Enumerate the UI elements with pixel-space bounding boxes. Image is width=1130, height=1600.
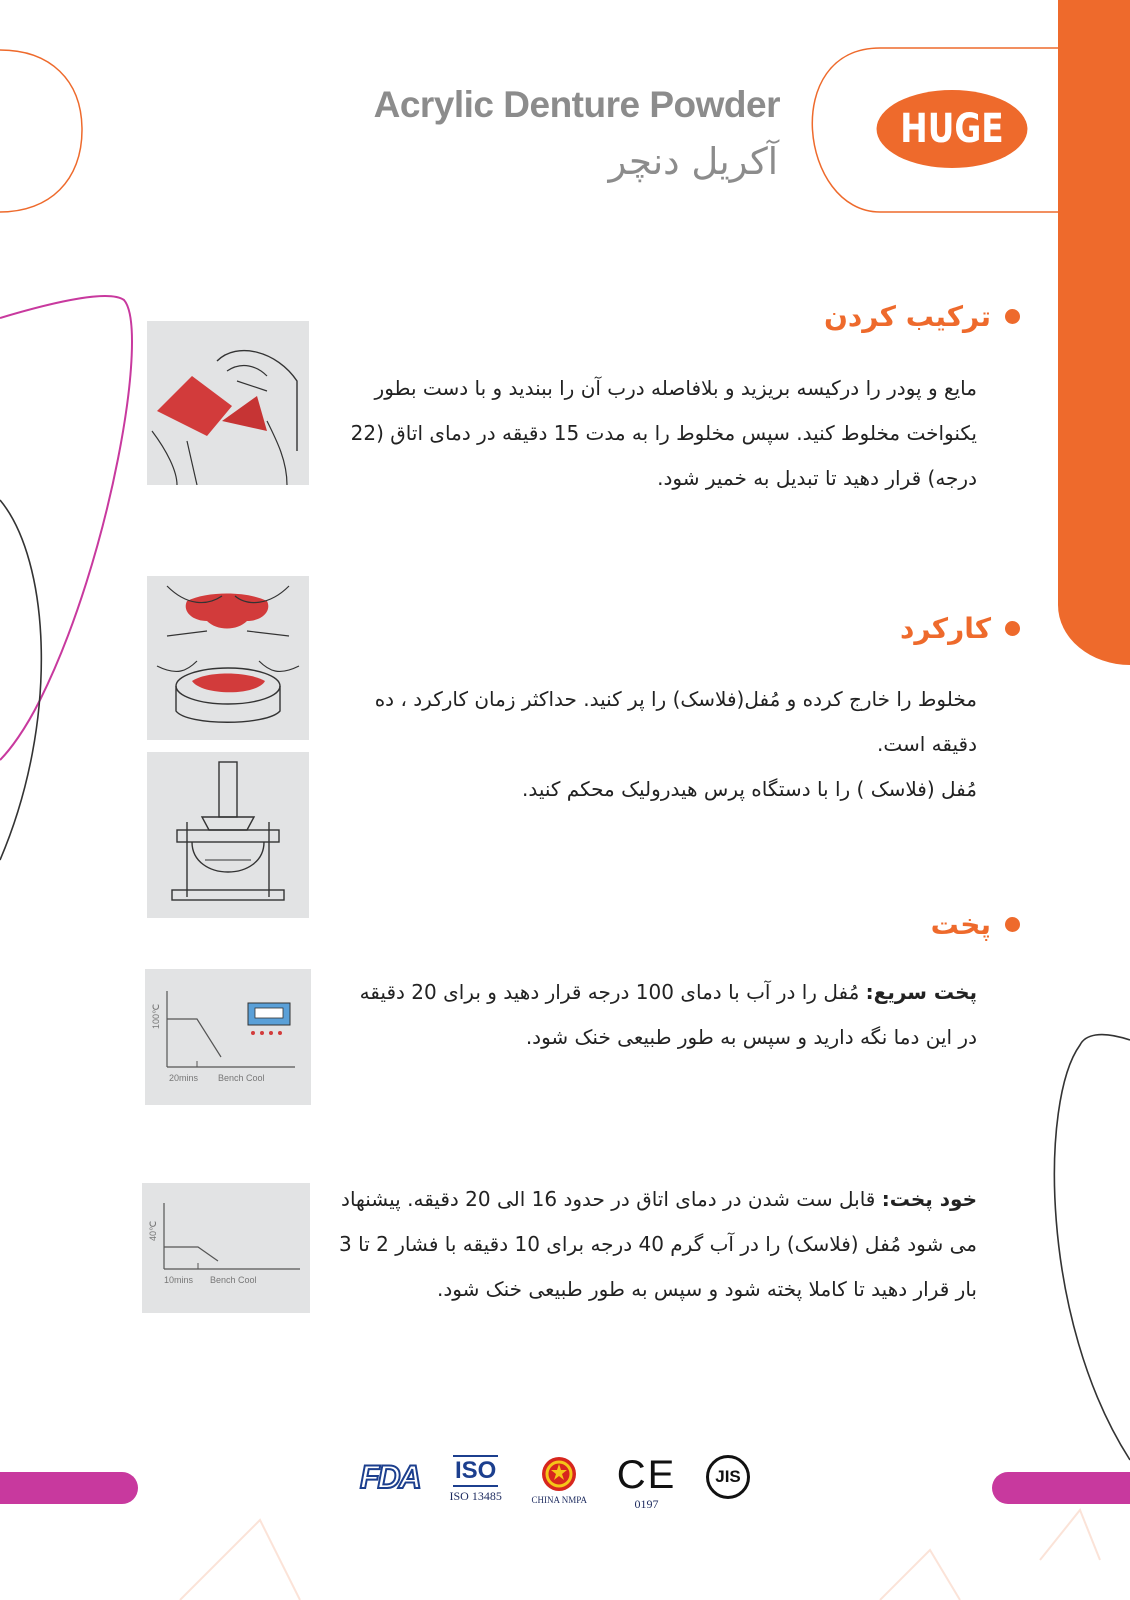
huge-logo: HUGE — [877, 90, 1028, 168]
self-cure-paragraph — [337, 1177, 977, 1312]
ce-number: 0197 — [634, 1497, 659, 1511]
section-title-curing-text: پخت — [930, 908, 991, 941]
ce-certification — [617, 1455, 677, 1512]
fast-cure-x-label-2: Bench Cool — [218, 1073, 265, 1083]
self-cure-x-label-2: Bench Cool — [210, 1275, 257, 1285]
iso-logo: ISO — [453, 1455, 498, 1487]
certifications-row — [360, 1455, 750, 1515]
mixing-paragraph: مایع و پودر را درکیسه بریزید و بلافاصله درب آن را ببندید و با دست بطور یکنواخت مخلوط کنید. سپس مخلوط را به مدت 15 دقیقه در دمای اتاق (22 درجه) قرار دهید تا تبدیل به خمیر شود. — [350, 376, 977, 490]
self-cure-y-label: 40℃ — [148, 1220, 158, 1241]
title-english: Acrylic Denture Powder — [373, 84, 780, 125]
iso-certification — [449, 1455, 501, 1504]
self-cure-text-1: قابل ست شدن در دمای اتاق در حدود 16 الی 20 دقیقه. — [407, 1187, 876, 1211]
fast-cure-y-label: 100℃ — [151, 1003, 161, 1029]
fast-cure-text: مُفل را در آب با دمای 100 درجه قرار دهید و برای 20 دقیقه در این دما نگه دارید و سپس به طور طبیعی خنک شود. — [359, 980, 977, 1049]
working-paragraph-2: مُفل (فلاسک ) را با دستگاه پرس هیدرولیک محکم کنید. — [521, 777, 977, 801]
fda-logo: FDA — [360, 1459, 420, 1495]
self-cure-chart — [142, 1183, 310, 1313]
section-title-working-text: کارکرد — [900, 612, 991, 645]
fast-cure-paragraph — [337, 970, 977, 1060]
working-paragraph-1: مخلوط را خارج کرده و مُفل(فلاسک) را پر کنید. حداکثر زمان کارکرد ، ده دقیقه است. — [374, 687, 977, 756]
bullet-dot — [1005, 917, 1020, 932]
nmpa-label: CHINA NMPA — [531, 1495, 587, 1505]
nmpa-certification — [532, 1455, 587, 1505]
jis-certification — [706, 1455, 750, 1499]
fast-cure-label: پخت سریع: — [865, 980, 977, 1004]
fast-cure-x-label-1: 20mins — [169, 1073, 199, 1083]
section-title-mixing — [824, 300, 1020, 333]
flask-filling-illustration — [147, 576, 309, 740]
hydraulic-press-illustration — [147, 752, 309, 918]
bullet-dot — [1005, 621, 1020, 636]
fda-certification — [360, 1455, 420, 1496]
self-cure-text-2: پیشنهاد می شود مُفل (فلاسک) را در آب گرم 40 درجه برای 10 دقیقه با فشار 2 تا 3 بار قرار دهید تا کاملا پخته شود و سپس به طور طبیعی خنک شود. — [339, 1187, 977, 1301]
jis-mark: JIS — [706, 1455, 750, 1499]
self-cure-x-label-1: 10mins — [164, 1275, 194, 1285]
title-persian: آکریل دنچر — [608, 140, 778, 183]
china-emblem-icon — [540, 1455, 578, 1493]
ce-mark: CE — [616, 1453, 677, 1497]
iso-standard: ISO 13485 — [449, 1489, 502, 1503]
section-title-working — [900, 612, 1020, 645]
self-cure-label: خود پخت: — [881, 1187, 977, 1211]
fast-cure-chart — [145, 969, 311, 1105]
mixing-illustration — [147, 321, 309, 485]
bullet-dot — [1005, 309, 1020, 324]
section-title-curing — [931, 908, 1020, 941]
section-title-mixing-text: ترکیب کردن — [823, 300, 991, 333]
